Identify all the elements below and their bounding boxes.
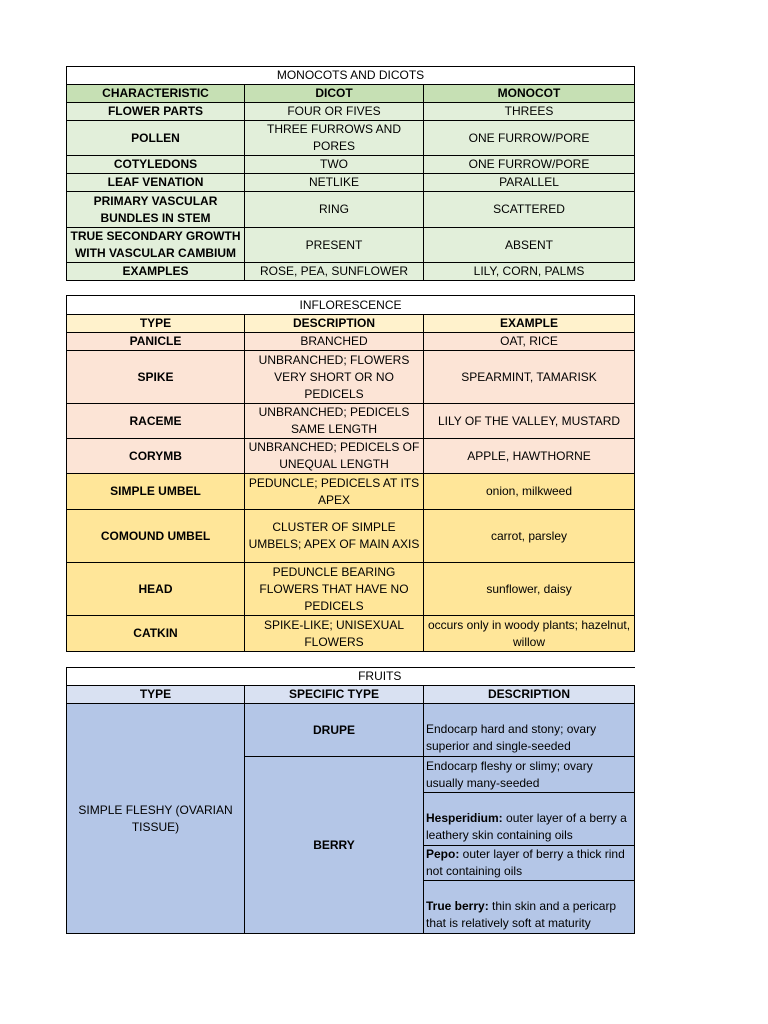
type-cell: SPIKE [67,351,245,404]
table-row [67,704,635,757]
table-row [67,263,635,281]
type-cell: CATKIN [67,616,245,652]
characteristic-cell: FLOWER PARTS [67,103,245,121]
table-row [67,121,635,156]
column-header: SPECIFIC TYPE [245,686,424,704]
example-cell: APPLE, HAWTHORNE [424,439,635,474]
example-cell: SPEARMINT, TAMARISK [424,351,635,404]
table-row [67,616,635,652]
table-row [67,474,635,510]
type-cell: HEAD [67,563,245,616]
berry-description: Endocarp fleshy or slimy; ovary usually many-seeded [424,757,635,793]
example-cell: occurs only in woody plants; hazelnut, willow [424,616,635,652]
table-row [67,351,635,404]
column-header: TYPE [67,315,245,333]
example-cell: OAT, RICE [424,333,635,351]
description-cell: UNBRANCHED; PEDICELS OF UNEQUAL LENGTH [245,439,424,474]
monocot-cell: ABSENT [424,228,635,263]
type-cell: RACEME [67,404,245,439]
description-cell: SPIKE-LIKE; UNISEXUAL FLOWERS [245,616,424,652]
table-row [67,563,635,616]
dicot-cell: THREE FURROWS AND PORES [245,121,424,156]
specific-type-berry: BERRY [245,757,424,934]
characteristic-cell: PRIMARY VASCULAR BUNDLES IN STEM [67,192,245,228]
true-berry-label: True berry: [426,899,489,913]
characteristic-cell: LEAF VENATION [67,174,245,192]
type-cell: CORYMB [67,439,245,474]
column-header: DESCRIPTION [245,315,424,333]
description-cell: UNBRANCHED; FLOWERS VERY SHORT OR NO PEDICELS [245,351,424,404]
dicot-cell: PRESENT [245,228,424,263]
specific-type-drupe: DRUPE [245,704,424,757]
column-header: EXAMPLE [424,315,635,333]
monocot-cell: PARALLEL [424,174,635,192]
characteristic-cell: TRUE SECONDARY GROWTH WITH VASCULAR CAMBIUM [67,228,245,263]
fruits-table [66,667,635,934]
dicot-cell: ROSE, PEA, SUNFLOWER [245,263,424,281]
table-row [67,103,635,121]
type-cell: COMOUND UMBEL [67,510,245,563]
description-cell: UNBRANCHED; PEDICELS SAME LENGTH [245,404,424,439]
table-row [67,192,635,228]
hesperidium-description [424,793,635,846]
type-cell: SIMPLE UMBEL [67,474,245,510]
description-cell: CLUSTER OF SIMPLE UMBELS; APEX OF MAIN AXIS [245,510,424,563]
monocot-cell: ONE FURROW/PORE [424,156,635,174]
hesperidium-text: outer layer of a berry a leathery skin containing oils [426,811,627,842]
pepo-description [424,846,635,881]
description-cell: PEDUNCLE; PEDICELS AT ITS APEX [245,474,424,510]
table-row [67,510,635,563]
table-title: FRUITS [67,668,635,686]
table-row [67,174,635,192]
monocot-cell: THREES [424,103,635,121]
dicot-cell: RING [245,192,424,228]
description-cell: PEDUNCLE BEARING FLOWERS THAT HAVE NO PEDICELS [245,563,424,616]
monocot-cell: LILY, CORN, PALMS [424,263,635,281]
drupe-description: Endocarp hard and stony; ovary superior and single-seeded [424,704,635,757]
table-title: MONOCOTS AND DICOTS [67,67,635,85]
example-cell: onion, milkweed [424,474,635,510]
monocot-cell: ONE FURROW/PORE [424,121,635,156]
column-header: MONOCOT [424,85,635,103]
hesperidium-label: Hesperidium: [426,811,503,825]
inflorescence-table [66,295,635,652]
pepo-label: Pepo: [426,847,460,861]
monocot-cell: SCATTERED [424,192,635,228]
fruit-type-cell: SIMPLE FLESHY (OVARIAN TISSUE) [67,704,245,934]
table-title: INFLORESCENCE [67,296,635,315]
characteristic-cell: EXAMPLES [67,263,245,281]
column-header: DESCRIPTION [424,686,635,704]
pepo-text: outer layer of berry a thick rind not containing oils [426,847,625,878]
dicot-cell: FOUR OR FIVES [245,103,424,121]
example-cell: sunflower, daisy [424,563,635,616]
characteristic-cell: COTYLEDONS [67,156,245,174]
example-cell: LILY OF THE VALLEY, MUSTARD [424,404,635,439]
monocots-dicots-table [66,66,635,281]
table-row [67,333,635,351]
characteristic-cell: POLLEN [67,121,245,156]
column-header: DICOT [245,85,424,103]
table-row [67,439,635,474]
column-header: CHARACTERISTIC [67,85,245,103]
dicot-cell: TWO [245,156,424,174]
true-berry-text: thin skin and a pericarp that is relatively soft at maturity [426,899,617,930]
dicot-cell: NETLIKE [245,174,424,192]
table-row [67,404,635,439]
table-row [67,156,635,174]
true-berry-description [424,881,635,934]
example-cell: carrot, parsley [424,510,635,563]
type-cell: PANICLE [67,333,245,351]
description-cell: BRANCHED [245,333,424,351]
column-header: TYPE [67,686,245,704]
table-row [67,228,635,263]
